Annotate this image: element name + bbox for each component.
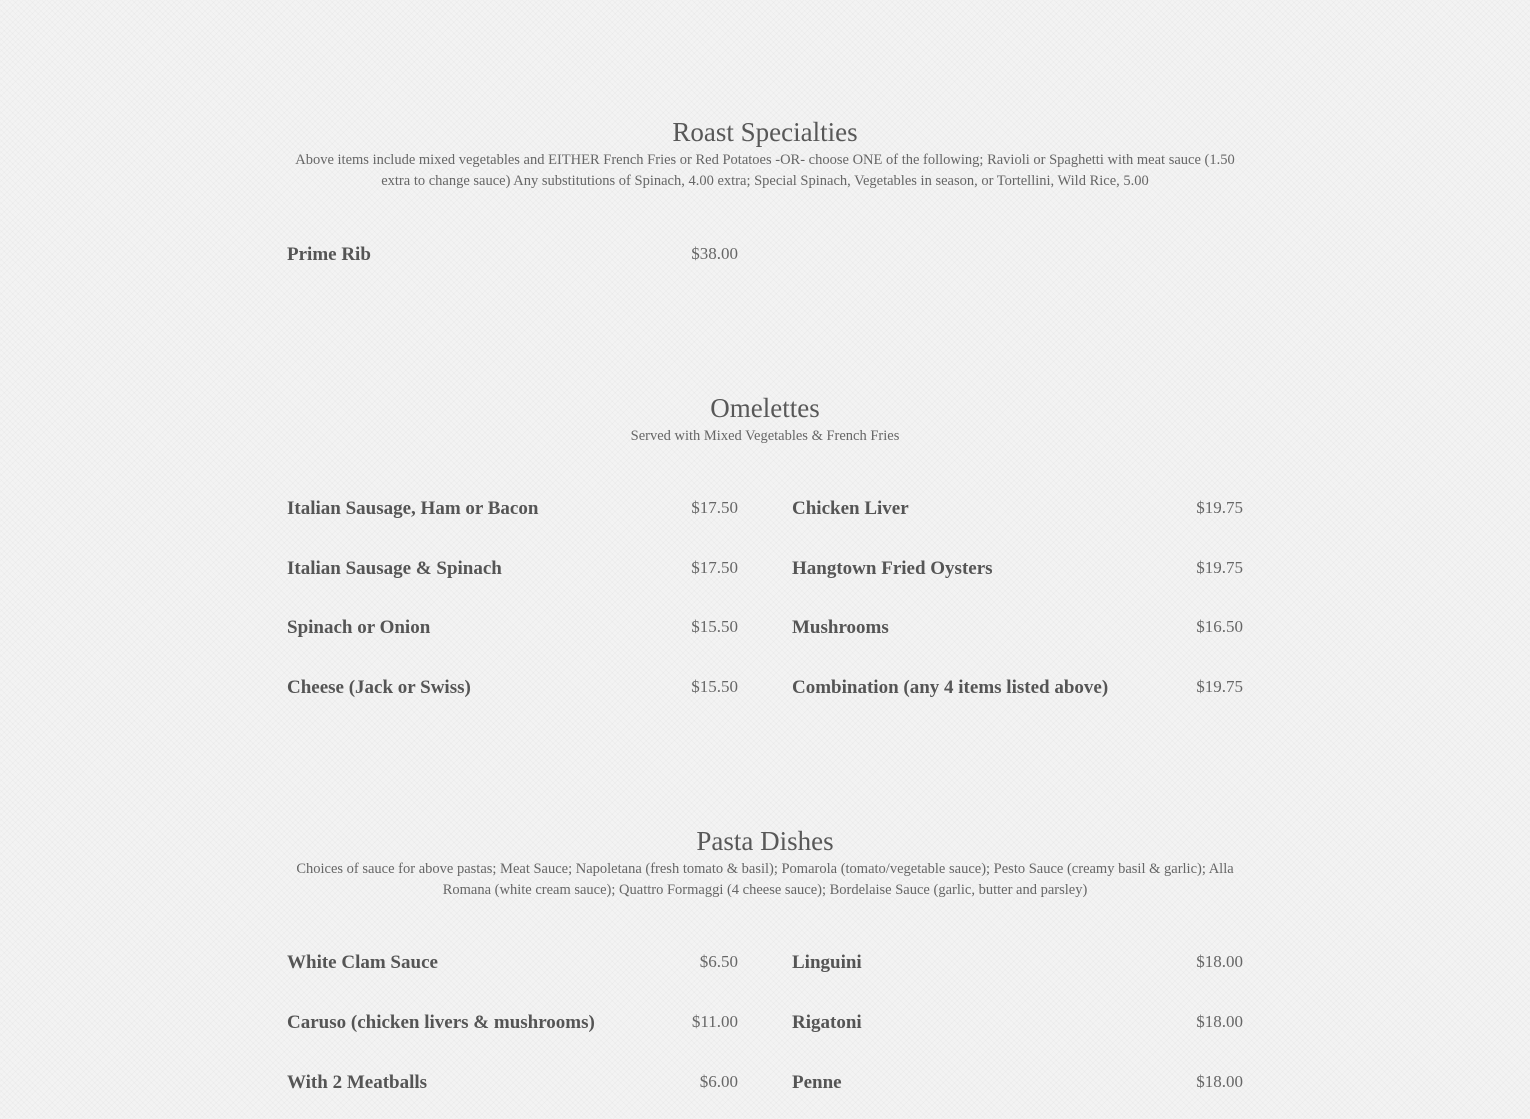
menu-item	[792, 617, 1243, 647]
menu-item-name: White Clam Sauce	[287, 952, 438, 973]
menu-item-price: $19.75	[1196, 498, 1243, 517]
roast-items	[287, 244, 1243, 284]
menu-item-price: $19.75	[1196, 558, 1243, 577]
menu-item	[792, 1012, 1243, 1042]
menu-item	[287, 677, 738, 707]
section-title: Omelettes	[710, 393, 820, 423]
menu-item-price: $15.50	[691, 677, 738, 696]
menu-item	[287, 498, 738, 528]
menu-item-name: Hangtown Fried Oysters	[792, 558, 993, 579]
menu-item-name: Mushrooms	[792, 617, 889, 638]
pasta-items	[287, 952, 1243, 1112]
menu-item-price: $15.50	[691, 617, 738, 636]
menu-item-name: Italian Sausage, Ham or Bacon	[287, 498, 539, 519]
menu-item-name: Combination (any 4 items listed above)	[792, 677, 1109, 698]
menu-item	[287, 244, 738, 274]
menu-item-name: Caruso (chicken livers & mushrooms)	[287, 1012, 595, 1033]
menu-item	[792, 558, 1243, 588]
section-description: Served with Mixed Vegetables & French Fries	[630, 428, 900, 444]
section-title: Roast Specialties	[672, 117, 858, 147]
menu-item-price: $11.00	[691, 1012, 738, 1031]
menu-item	[792, 1072, 1243, 1102]
section-pasta-dishes	[287, 825, 1243, 901]
menu-item	[792, 677, 1243, 707]
menu-item-price: $18.00	[1196, 1072, 1243, 1091]
menu-item-price: $17.50	[691, 498, 738, 517]
menu-item	[287, 558, 738, 588]
menu-item-price: $18.00	[1196, 1012, 1243, 1031]
section-roast-specialties	[287, 116, 1243, 192]
omelette-items	[287, 498, 1243, 718]
menu-item	[287, 1012, 738, 1042]
menu-item-price: $19.75	[1196, 677, 1243, 696]
menu-item-price: $6.50	[699, 952, 738, 971]
menu-item-name: Italian Sausage & Spinach	[287, 558, 502, 579]
menu-item	[287, 952, 738, 982]
menu-item-name: Prime Rib	[287, 244, 371, 265]
section-description: Above items include mixed vegetables and EITHER French Fries or Red Potatoes -OR- choose ONE of the following; Ravioli or Spaghetti with meat sauce (1.50 extra to change sauce) Any substitutions of Spinach, 4.00 extra; Special Spinach, Vegetables in season, or Tortellini, Wild Rice, 5.00	[295, 152, 1235, 189]
menu-item-name: Chicken Liver	[792, 498, 909, 519]
section-title: Pasta Dishes	[696, 826, 834, 856]
menu-item-price: $6.00	[699, 1072, 738, 1091]
menu-item	[287, 1072, 738, 1102]
section-description: Choices of sauce for above pastas; Meat Sauce; Napoletana (fresh tomato & basil); Pomarola (tomato/vegetable sauce); Pesto Sauce (creamy basil & garlic); Alla Romana (white cream sauce); Quattro Formaggi (4 cheese sauce); Bordelaise Sauce (garlic, butter and parsley)	[296, 861, 1234, 898]
menu-item	[287, 617, 738, 647]
menu-item	[792, 498, 1243, 528]
menu-item-price: $17.50	[691, 558, 738, 577]
menu-item	[792, 952, 1243, 982]
menu-item-name: With 2 Meatballs	[287, 1072, 428, 1093]
menu-item-name: Cheese (Jack or Swiss)	[287, 677, 471, 698]
menu-item-price: $16.50	[1196, 617, 1243, 636]
menu-item-price: $18.00	[1196, 952, 1243, 971]
menu-item-name: Penne	[792, 1072, 842, 1093]
menu-item-price: $38.00	[691, 244, 738, 263]
section-omelettes	[287, 392, 1243, 447]
menu-item-name: Rigatoni	[792, 1012, 862, 1033]
menu-item-name: Spinach or Onion	[287, 617, 431, 638]
menu-item-name: Linguini	[792, 952, 862, 973]
